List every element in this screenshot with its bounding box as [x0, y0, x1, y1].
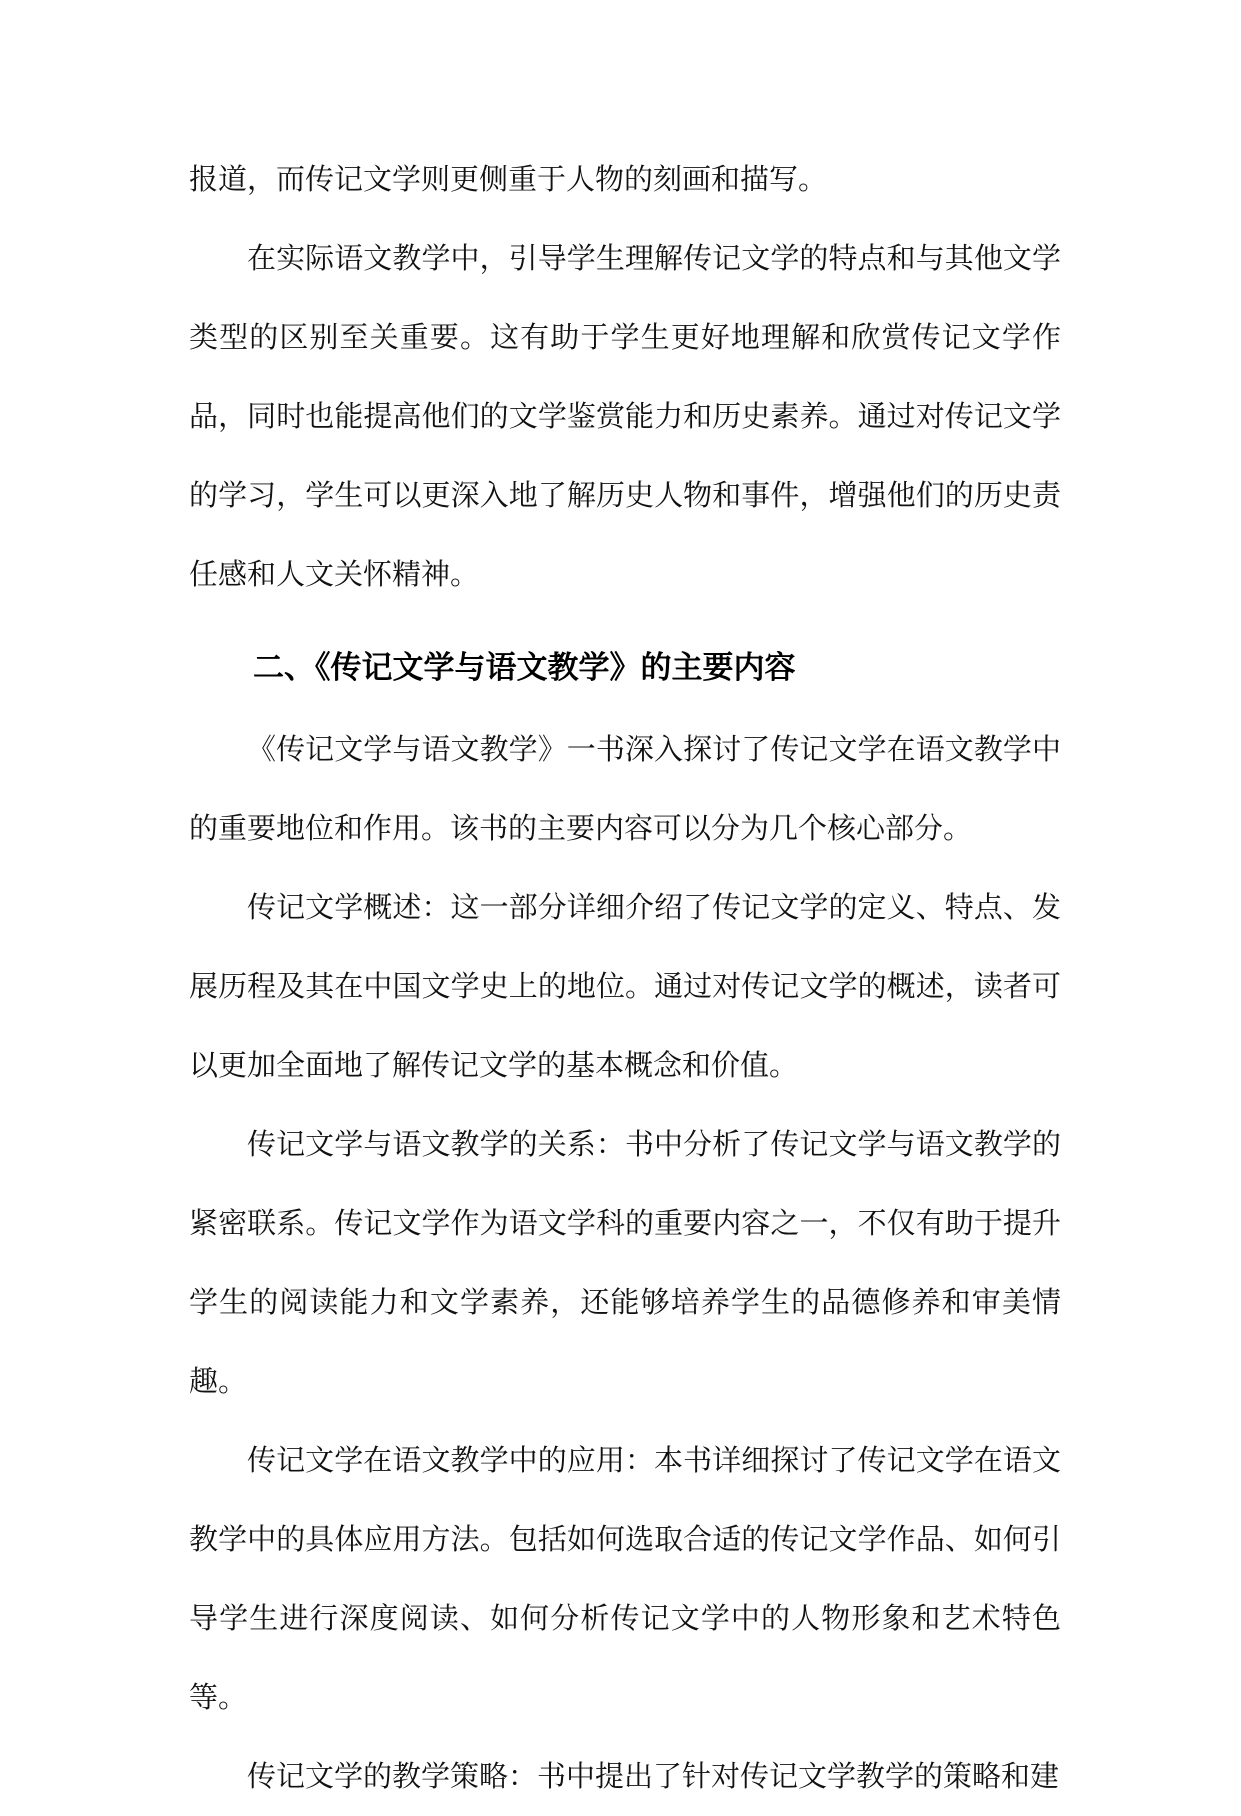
paragraph-strategy: 传记文学的教学策略：书中提出了针对传记文学教学的策略和建: [247, 1759, 1060, 1793]
paragraph-application: 传记文学在语文教学中的应用：本书详细探讨了传记文学在语文教学中的具体应用方法。包括如何选取合适的传记文学作品、如何引导学生进行深度阅读、如何分析传记文学中的人物形象和艺术特色等。: [189, 1443, 1061, 1714]
section-heading: 二、《传记文学与语文教学》的主要内容: [253, 650, 796, 686]
paragraph-overview: 传记文学概述：这一部分详细介绍了传记文学的定义、特点、发展历程及其在中国文学史上的地位。通过对传记文学的概述，读者可以更加全面地了解传记文学的基本概念和价值。: [189, 890, 1061, 1082]
document-body: [189, 140, 1061, 1816]
paragraph-relationship: 传记文学与语文教学的关系：书中分析了传记文学与语文教学的紧密联系。传记文学作为语文学科的重要内容之一，不仅有助于提升学生的阅读能力和文学素养，还能够培养学生的品德修养和审美情趣。: [189, 1127, 1061, 1398]
paragraph-book-intro: 《传记文学与语文教学》一书深入探讨了传记文学在语文教学中的重要地位和作用。该书的主要内容可以分为几个核心部分。: [189, 732, 1061, 845]
paragraph-teaching-importance: 在实际语文教学中，引导学生理解传记文学的特点和与其他文学类型的区别至关重要。这有助于学生更好地理解和欣赏传记文学作品，同时也能提高他们的文学鉴赏能力和历史素养。通过对传记文学的学习，学生可以更深入地了解历史人物和事件，增强他们的历史责任感和人文关怀精神。: [189, 241, 1061, 591]
paragraph-continuation: 报道，而传记文学则更侧重于人物的刻画和描写。: [189, 162, 828, 196]
